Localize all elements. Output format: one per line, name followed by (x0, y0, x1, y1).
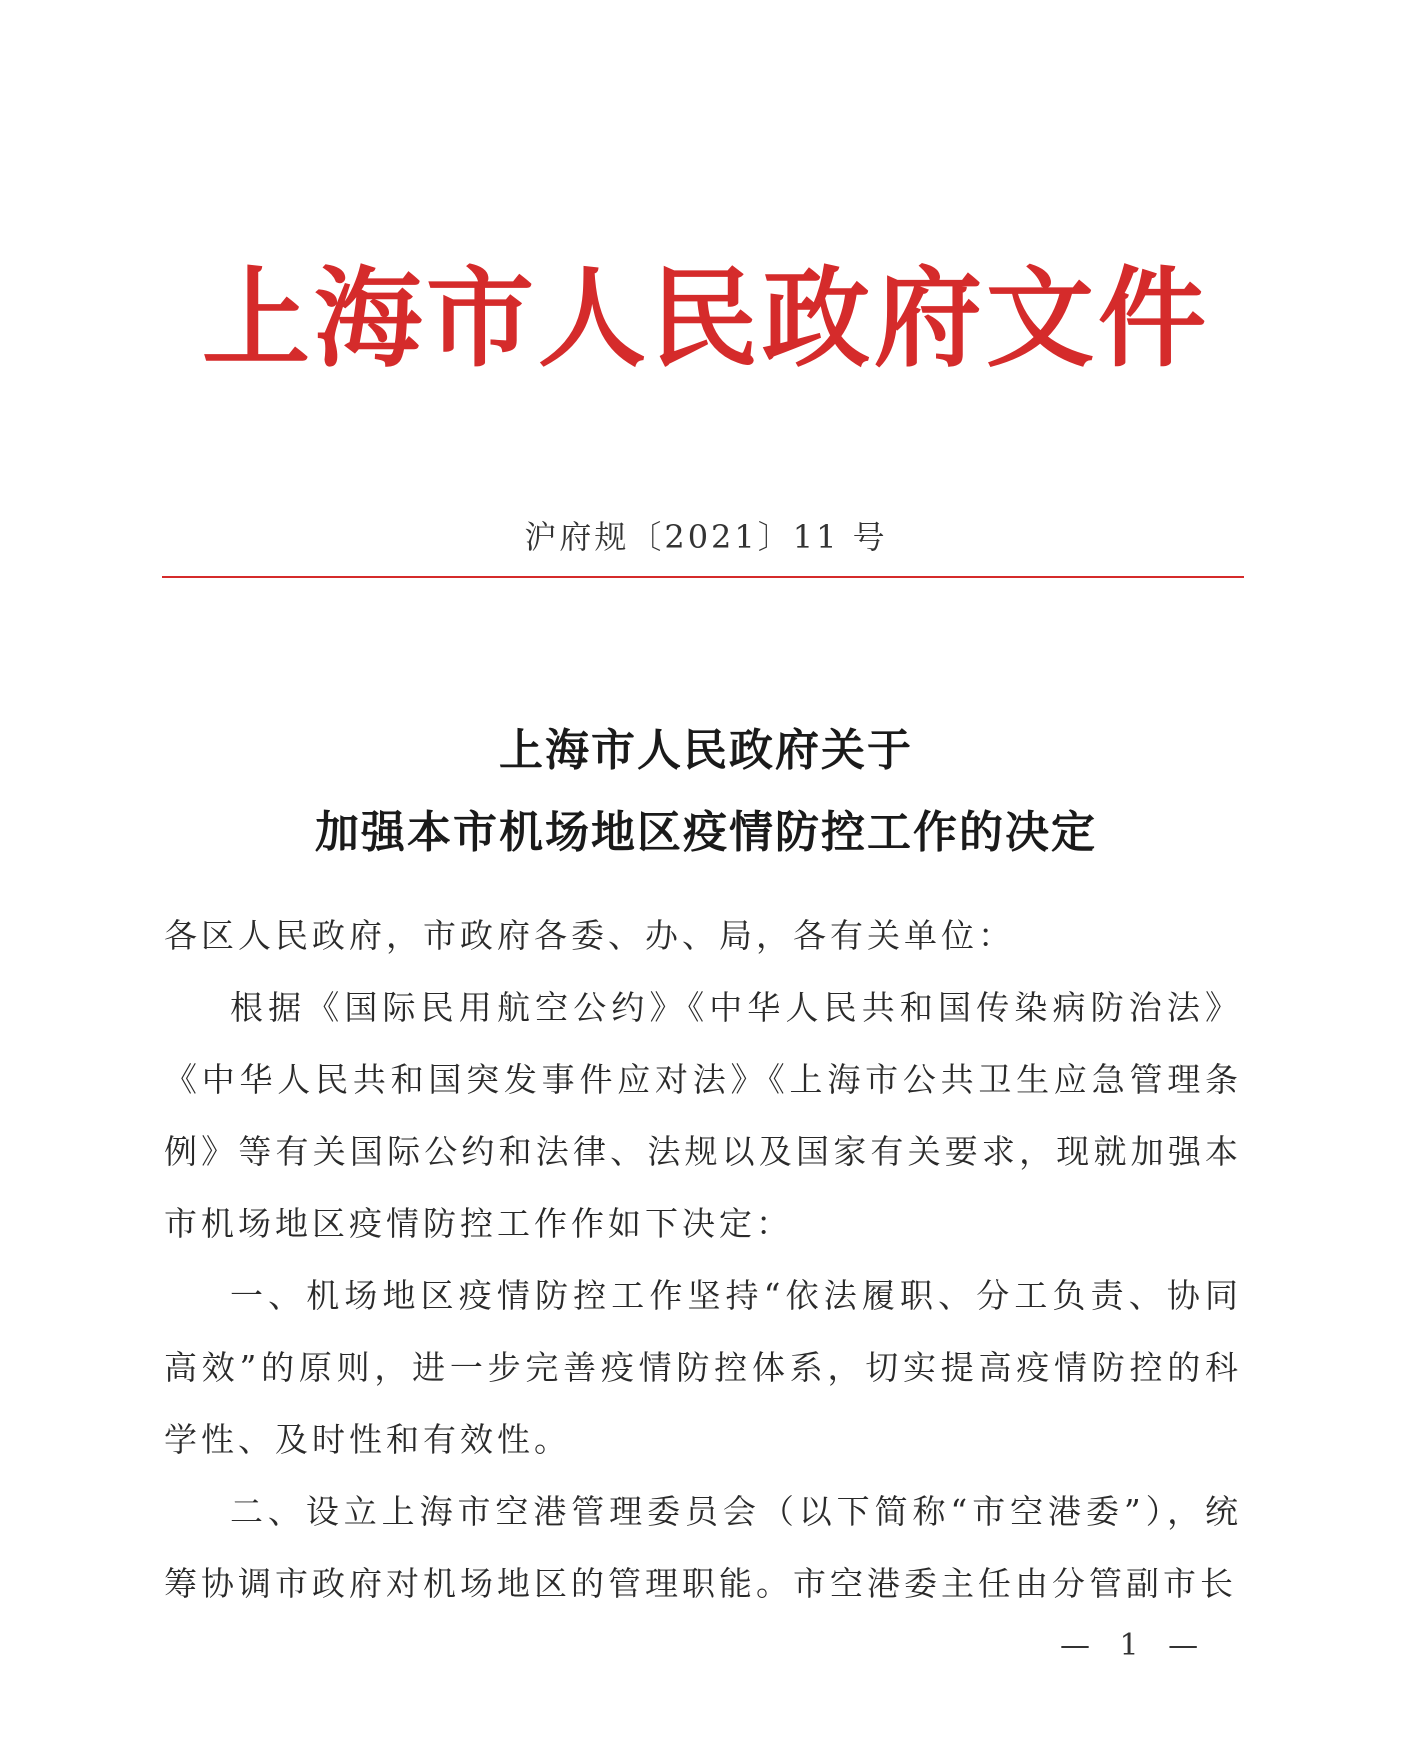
document-number: 沪府规〔2021〕11 号 (524, 518, 888, 556)
body-paragraph: 一、机场地区疫情防控工作坚持“依法履职、分工负责、协同高效”的原则，进一步完善疫情防控体系，切实提高疫情防控的科学性、及时性和有效性。 (164, 1276, 1242, 1459)
salutation: 各区人民政府，市政府各委、办、局，各有关单位： (164, 916, 1015, 955)
decision-title-line-2: 加强本市机场地区疫情防控工作的决定 (315, 807, 1097, 858)
page-number: — 1 — (1060, 1628, 1209, 1663)
decision-title (0, 710, 1412, 874)
document-body (164, 900, 1242, 1620)
red-separator-line (162, 576, 1244, 578)
document-header-title: 上海市人民政府文件 (201, 256, 1210, 382)
body-paragraph: 二、设立上海市空港管理委员会（以下简称“市空港委”），统筹协调市政府对机场地区的管理职能。市空港委主任由分管副市长 (164, 1492, 1242, 1603)
body-paragraph: 根据《国际民用航空公约》《中华人民共和国传染病防治法》《中华人民共和国突发事件应对法》《上海市公共卫生应急管理条例》等有关国际公约和法律、法规以及国家有关要求，现就加强本市机场地区疫情防控工作作如下决定： (164, 988, 1242, 1243)
decision-title-line-1: 上海市人民政府关于 (499, 725, 913, 776)
